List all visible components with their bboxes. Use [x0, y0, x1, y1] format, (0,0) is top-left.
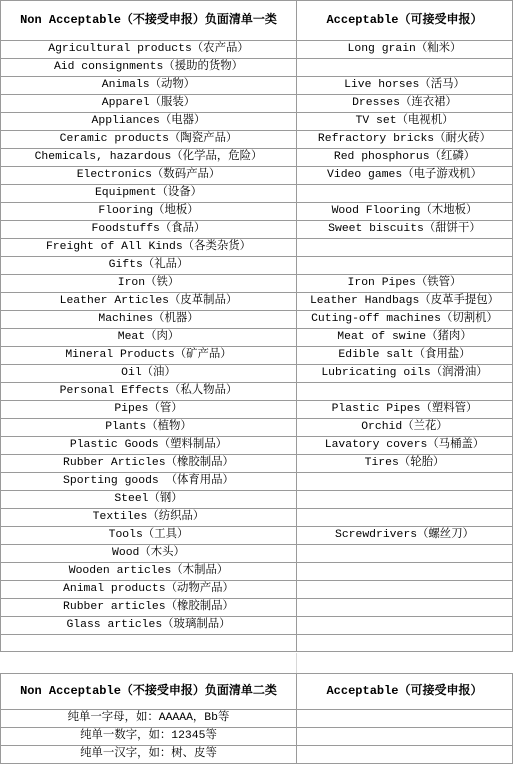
table-1-non-acceptable-cell: Personal Effects（私人物品） [1, 383, 297, 401]
table-row [1, 41, 513, 59]
table-row [1, 581, 513, 599]
table-row [1, 401, 513, 419]
table-row [1, 437, 513, 455]
table-1-acceptable-cell [297, 509, 513, 527]
table-row [1, 383, 513, 401]
table-1-header-acceptable: Acceptable（可接受申报） [297, 1, 513, 41]
table-row [1, 599, 513, 617]
table-1-non-acceptable-cell: Agricultural products（农产品） [1, 41, 297, 59]
table-1-acceptable-cell [297, 581, 513, 599]
table-1-acceptable-cell [297, 383, 513, 401]
table-1-non-acceptable-cell: Textiles（纺织品） [1, 509, 297, 527]
table-1-acceptable-cell [297, 473, 513, 491]
non-acceptable-list-2-table [0, 673, 513, 764]
table-row [1, 563, 513, 581]
table-1-acceptable-cell: Dresses（连衣裙） [297, 95, 513, 113]
table-1-acceptable-cell [297, 59, 513, 77]
table-1-non-acceptable-cell: Oil（油） [1, 365, 297, 383]
table-row [1, 710, 513, 728]
table-2-non-acceptable-cell: 纯单一汉字，如：树、皮等 [1, 746, 297, 764]
table-2-acceptable-cell [297, 746, 513, 764]
table-1-non-acceptable-cell: Leather Articles（皮革制品） [1, 293, 297, 311]
table-row [1, 617, 513, 635]
table-row [1, 365, 513, 383]
table-1-acceptable-cell: Iron Pipes（铁管） [297, 275, 513, 293]
table-1-acceptable-cell: Refractory bricks（耐火砖） [297, 131, 513, 149]
table-1-non-acceptable-cell: Freight of All Kinds（各类杂货） [1, 239, 297, 257]
table-row [1, 275, 513, 293]
table-row [1, 473, 513, 491]
table-row [1, 293, 513, 311]
table-2-header-acceptable: Acceptable（可接受申报） [297, 674, 513, 710]
table-row [1, 113, 513, 131]
table-row [1, 131, 513, 149]
table-1-non-acceptable-cell: Animal products（动物产品） [1, 581, 297, 599]
table-1-acceptable-cell: Wood Flooring（木地板） [297, 203, 513, 221]
table-1-acceptable-cell: Long grain（籼米） [297, 41, 513, 59]
table-row [1, 185, 513, 203]
table-row [1, 509, 513, 527]
table-row [1, 329, 513, 347]
table-1-non-acceptable-cell: Flooring（地板） [1, 203, 297, 221]
table-1-non-acceptable-cell: Glass articles（玻璃制品） [1, 617, 297, 635]
table-1-non-acceptable-cell: Aid consignments（援助的货物） [1, 59, 297, 77]
table-row [1, 419, 513, 437]
table-row [1, 545, 513, 563]
table-2-acceptable-cell [297, 728, 513, 746]
table-1-non-acceptable-cell [1, 635, 297, 652]
table-row [1, 455, 513, 473]
table-row [1, 635, 513, 652]
table-1-header-row [1, 1, 513, 41]
table-2-header-non-acceptable: Non Acceptable（不接受申报）负面清单二类 [1, 674, 297, 710]
table-row [1, 491, 513, 509]
table-1-acceptable-cell: Red phosphorus（红磷） [297, 149, 513, 167]
table-2-body [1, 674, 513, 764]
table-1-body [1, 1, 513, 652]
table-1-non-acceptable-cell: Rubber articles（橡胶制品） [1, 599, 297, 617]
table-1-acceptable-cell: TV set（电视机） [297, 113, 513, 131]
table-1-header-non-acceptable: Non Acceptable（不接受申报）负面清单一类 [1, 1, 297, 41]
table-1-non-acceptable-cell: Mineral Products（矿产品） [1, 347, 297, 365]
table-1-non-acceptable-cell: Wood（木头） [1, 545, 297, 563]
table-row [1, 311, 513, 329]
table-1-non-acceptable-cell: Electronics（数码产品） [1, 167, 297, 185]
table-1-acceptable-cell: Leather Handbags（皮革手提包） [297, 293, 513, 311]
table-1-non-acceptable-cell: Gifts（礼品） [1, 257, 297, 275]
table-1-acceptable-cell: Tires（轮胎） [297, 455, 513, 473]
table-1-acceptable-cell [297, 599, 513, 617]
table-row [1, 746, 513, 764]
table-row [1, 221, 513, 239]
table-1-acceptable-cell: Lavatory covers（马桶盖） [297, 437, 513, 455]
table-1-non-acceptable-cell: Machines（机器） [1, 311, 297, 329]
table-row [1, 149, 513, 167]
table-1-non-acceptable-cell: Chemicals, hazardous（化学品，危险） [1, 149, 297, 167]
table-1-acceptable-cell [297, 257, 513, 275]
gap-divider [296, 653, 297, 673]
table-1-acceptable-cell: Plastic Pipes（塑料管） [297, 401, 513, 419]
table-1-acceptable-cell: Cuting-off machines（切割机） [297, 311, 513, 329]
table-1-non-acceptable-cell: Steel（钢） [1, 491, 297, 509]
table-1-acceptable-cell: Live horses（活马） [297, 77, 513, 95]
table-1-acceptable-cell [297, 185, 513, 203]
table-1-acceptable-cell [297, 635, 513, 652]
table-1-non-acceptable-cell: Iron（铁） [1, 275, 297, 293]
table-1-acceptable-cell: Orchid（兰花） [297, 419, 513, 437]
table-1-non-acceptable-cell: Pipes（管） [1, 401, 297, 419]
table-1-non-acceptable-cell: Apparel（服装） [1, 95, 297, 113]
table-1-acceptable-cell: Edible salt（食用盐） [297, 347, 513, 365]
table-1-non-acceptable-cell: Equipment（设备） [1, 185, 297, 203]
table-2-non-acceptable-cell: 纯单一字母，如：AAAAA，Bb等 [1, 710, 297, 728]
table-1-non-acceptable-cell: Ceramic products（陶瓷产品） [1, 131, 297, 149]
table-1-acceptable-cell: Sweet biscuits（甜饼干） [297, 221, 513, 239]
table-gap [0, 653, 513, 673]
table-1-non-acceptable-cell: Plants（植物） [1, 419, 297, 437]
table-1-non-acceptable-cell: Foodstuffs（食品） [1, 221, 297, 239]
table-1-non-acceptable-cell: Animals（动物） [1, 77, 297, 95]
table-row [1, 203, 513, 221]
table-1-acceptable-cell [297, 617, 513, 635]
table-1-non-acceptable-cell: Wooden articles（木制品） [1, 563, 297, 581]
table-1-acceptable-cell [297, 563, 513, 581]
table-1-non-acceptable-cell: Meat（肉） [1, 329, 297, 347]
table-row [1, 728, 513, 746]
table-row [1, 257, 513, 275]
table-1-non-acceptable-cell: Tools（工具） [1, 527, 297, 545]
table-row [1, 239, 513, 257]
table-1-non-acceptable-cell: Rubber Articles（橡胶制品） [1, 455, 297, 473]
table-2-acceptable-cell [297, 710, 513, 728]
table-row [1, 167, 513, 185]
table-1-non-acceptable-cell: Appliances（电器） [1, 113, 297, 131]
table-row [1, 95, 513, 113]
table-row [1, 527, 513, 545]
table-1-acceptable-cell [297, 545, 513, 563]
table-1-acceptable-cell [297, 239, 513, 257]
table-row [1, 77, 513, 95]
table-row [1, 347, 513, 365]
table-1-non-acceptable-cell: Plastic Goods（塑料制品） [1, 437, 297, 455]
table-2-non-acceptable-cell: 纯单一数字，如：12345等 [1, 728, 297, 746]
table-1-non-acceptable-cell: Sporting goods （体育用品） [1, 473, 297, 491]
table-1-acceptable-cell: Video games（电子游戏机） [297, 167, 513, 185]
table-1-acceptable-cell [297, 491, 513, 509]
table-1-acceptable-cell: Meat of swine（猪肉） [297, 329, 513, 347]
table-1-acceptable-cell: Screwdrivers（螺丝刀） [297, 527, 513, 545]
table-1-acceptable-cell: Lubricating oils（润滑油） [297, 365, 513, 383]
table-2-header-row [1, 674, 513, 710]
table-row [1, 59, 513, 77]
